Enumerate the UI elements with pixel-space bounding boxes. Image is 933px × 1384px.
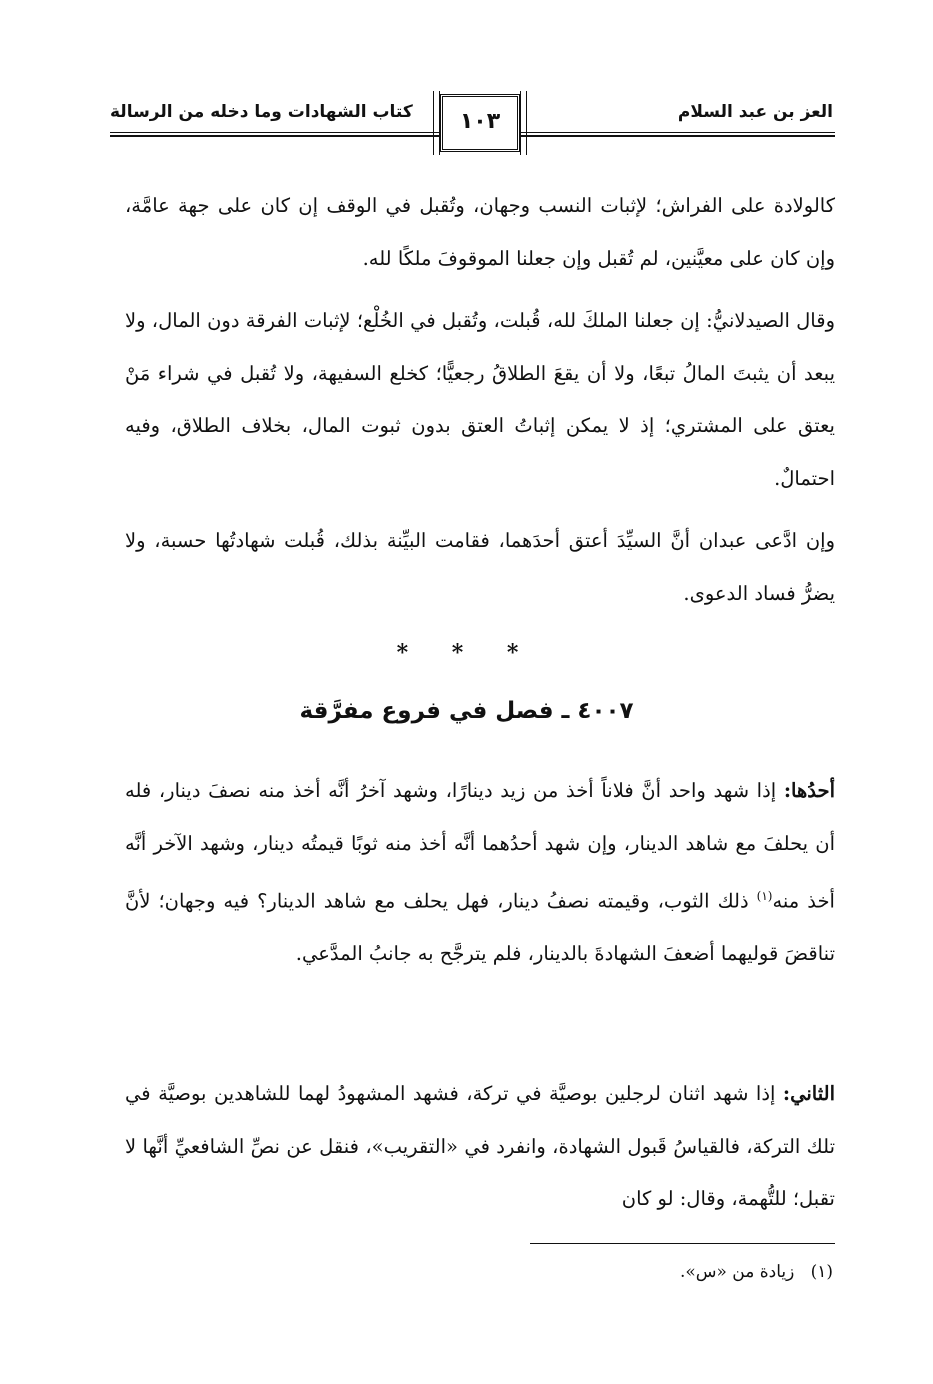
paragraph-continuation: كالولادة على الفراش؛ لإثبات النسب وجهان، وتُقبل في الوقف إن كان على جهة عامَّة، وإن كان على معيَّنين، لم تُقبل وإن جعلنا الموقوفَ ملكًا لله.	[125, 194, 835, 270]
ruling-first	[125, 765, 835, 981]
running-header-book-title: كتاب الشهادات وما دخله من الرسالة	[110, 102, 413, 122]
ruling-lead: الثاني:	[782, 1082, 835, 1105]
section-separator: * * *	[396, 640, 537, 666]
ruling-text-continued: ذلك الثوب، وقيمته نصفُ دينار، فهل يحلف مع شاهد الدينار؟ فيه وجهان؛ لأنَّ تناقضَ قوليهما أضعفَ الشهادةَ بالدينار، فلم يترجَّح به جانبُ المدَّعي.	[125, 889, 835, 965]
paragraph-saydalani: وقال الصيدلانيُّ: إن جعلنا الملكَ لله، قُبلت، وتُقبل في الخُلْع؛ لإثبات الفرقة دون المال، ولا يبعد أن يثبتَ المالُ تبعًا، ولا أن يقعَ الطلاقُ رجعيًّا؛ كخلع السفيهة، ولا تُقبل في شراء مَنْ يعتق على المشتري؛ إذ لا يمكن إثباتُ العتق بدون ثبوت المال، بخلاف الطلاق، وفيه احتمالٌ.	[125, 309, 835, 490]
footnote-rule	[530, 1243, 835, 1244]
ruling-text: إذا شهد واحد أنَّ فلاناً أخذ من زيد دينارًا، وشهد آخرُ أنَّه أخذ منه نصفَ دينار، فله أن يحلفَ مع شاهد الدينار، وإن شهد أحدُهما أنَّه أخذ منه ثوبًا قيمتُه دينار، وشهد الآخر أنَّه أخذ منه	[125, 779, 835, 913]
running-header-author: العز بن عبد السلام	[677, 102, 833, 122]
footnote-reference: (١)	[756, 889, 773, 903]
page-number-frame	[440, 94, 520, 152]
paragraph-two-slaves: وإن ادَّعى عبدان أنَّ السيِّدَ أعتق أحدَهما، فقامت البيِّنة بذلك، قُبلت شهادتُها حسبة، ولا يضرُّ فساد الدعوى.	[125, 529, 835, 605]
ruling-text: إذا شهد اثنان لرجلين بوصيَّة في تركة، فشهد المشهودُ لهما للشاهدين بوصيَّة في تلك التركة، فالقياسُ قَبول الشهادة، وانفرد في «التقريب»، فنقل عن نصِّ الشافعيِّ أنَّها لا تقبل؛ للتُّهمة، وقال: لو كان	[125, 1082, 835, 1210]
ruling-second	[125, 1068, 835, 1226]
footnote	[333, 1262, 833, 1282]
footnote-text: زيادة من «س».	[679, 1262, 795, 1282]
section-heading: ٤٠٠٧ ـ فصل في فروع مفرَّقة	[299, 698, 634, 724]
footnote-number: (١)	[810, 1262, 833, 1282]
page-number: ١٠٣	[459, 109, 501, 134]
ruling-lead: أحدُها:	[783, 779, 835, 802]
